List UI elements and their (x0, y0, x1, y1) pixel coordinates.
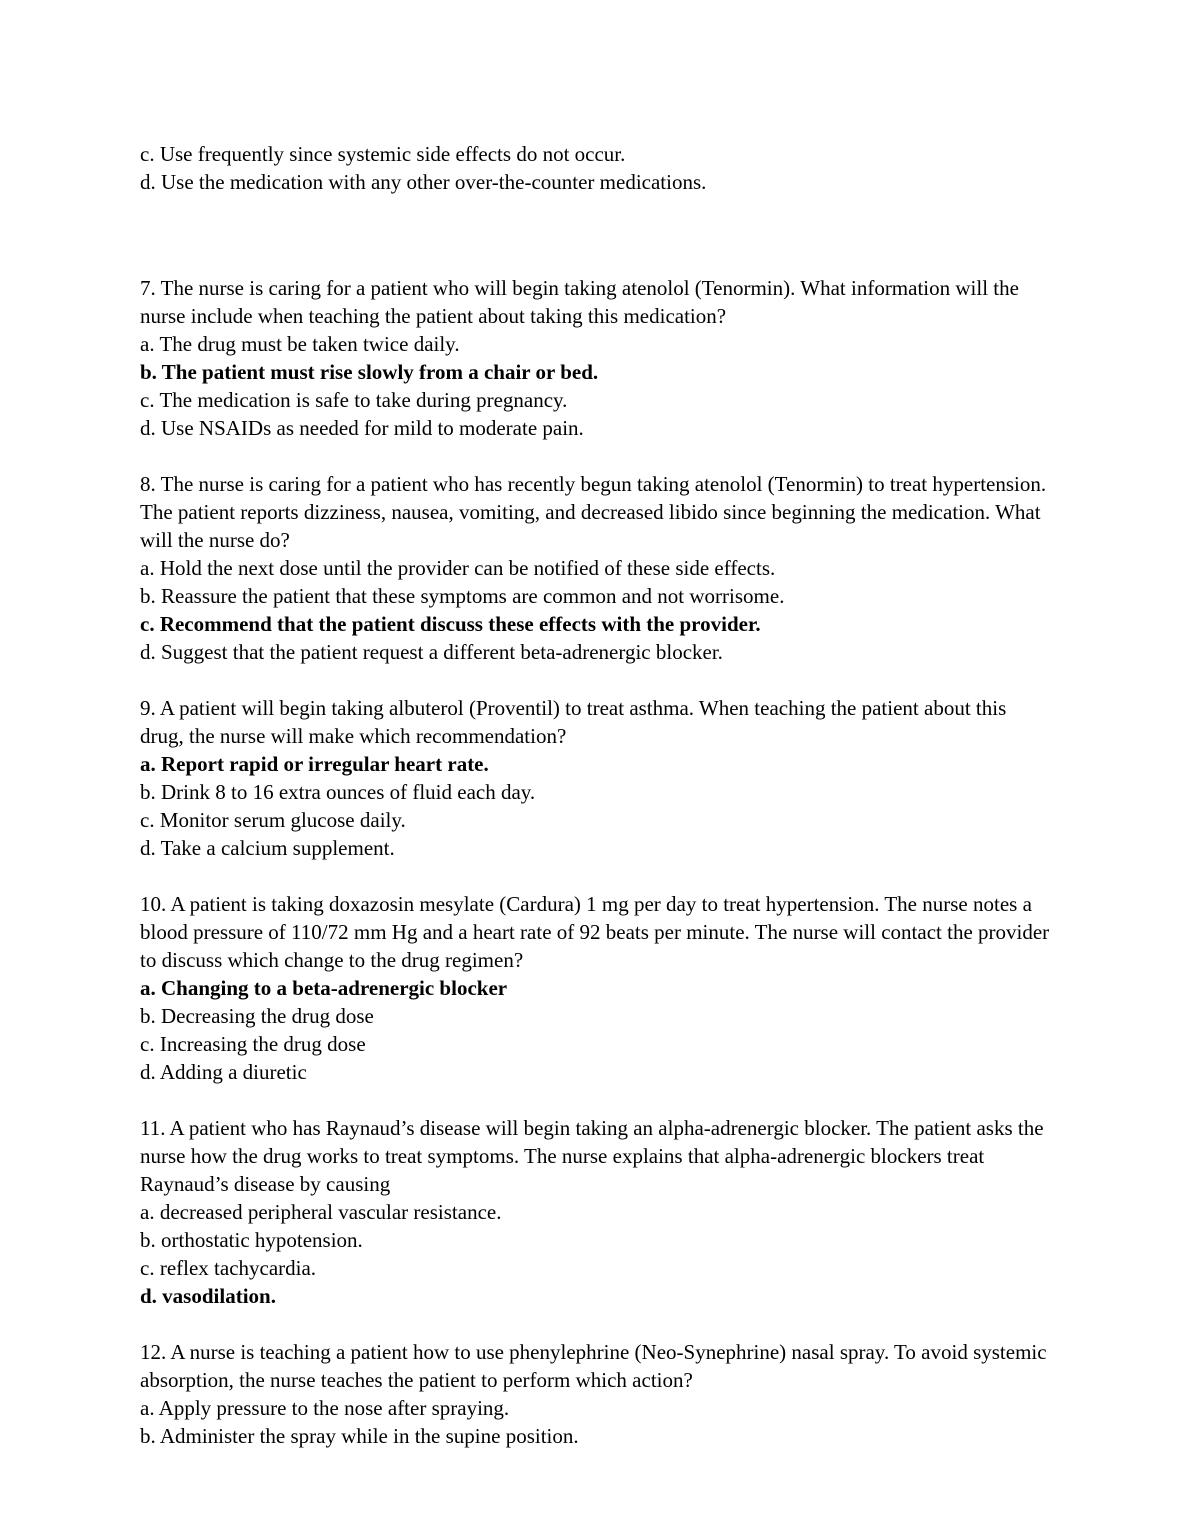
answer-option: b. Drink 8 to 16 extra ounces of fluid each day. (140, 780, 536, 804)
answer-option: b. Administer the spray while in the supine position. (140, 1424, 579, 1448)
answer-option: a. Hold the next dose until the provider can be notified of these side effects. (140, 556, 776, 580)
question-block (140, 274, 1052, 442)
answer-option: c. Use frequently since systemic side effects do not occur. (140, 142, 626, 166)
question-block (140, 694, 1052, 862)
question-text: 11. A patient who has Raynaud’s disease will begin taking an alpha-adrenergic blocker. The patient asks the nurse how the drug works to treat symptoms. The nurse explains that alpha-adrenergic blockers treat Raynaud’s disease by causing (140, 1116, 1044, 1196)
answer-option: a. Report rapid or irregular heart rate. (140, 752, 489, 776)
question-text: 9. A patient will begin taking albuterol (Proventil) to treat asthma. When teaching the patient about this drug, the nurse will make which recommendation? (140, 696, 1007, 748)
answer-option: b. Reassure the patient that these symptoms are common and not worrisome. (140, 584, 785, 608)
question-block (140, 890, 1052, 1086)
question-text: 8. The nurse is caring for a patient who has recently begun taking atenolol (Tenormin) to treat hypertension. The patient reports dizziness, nausea, vomiting, and decreased libido since beginning the medication. What will the nurse do? (140, 472, 1047, 552)
answer-option: b. Decreasing the drug dose (140, 1004, 374, 1028)
answer-option: a. decreased peripheral vascular resistance. (140, 1200, 502, 1224)
question-block (140, 470, 1052, 666)
answer-option: c. Monitor serum glucose daily. (140, 808, 406, 832)
answer-option: a. Changing to a beta-adrenergic blocker (140, 976, 508, 1000)
answer-option: a. The drug must be taken twice daily. (140, 332, 460, 356)
answer-option: d. Use the medication with any other over-the-counter medications. (140, 170, 707, 194)
question-block (140, 1114, 1052, 1310)
answer-option: c. reflex tachycardia. (140, 1256, 317, 1280)
answer-option: d. vasodilation. (140, 1284, 276, 1308)
question-block (140, 1338, 1052, 1450)
question-block (140, 140, 1052, 196)
answer-option: b. The patient must rise slowly from a chair or bed. (140, 360, 599, 384)
answer-option: d. Use NSAIDs as needed for mild to moderate pain. (140, 416, 584, 440)
answer-option: c. Increasing the drug dose (140, 1032, 366, 1056)
answer-option: d. Adding a diuretic (140, 1060, 307, 1084)
answer-option: c. Recommend that the patient discuss these effects with the provider. (140, 612, 761, 636)
question-text: 7. The nurse is caring for a patient who will begin taking atenolol (Tenormin). What information will the nurse include when teaching the patient about taking this medication? (140, 276, 1019, 328)
answer-option: c. The medication is safe to take during pregnancy. (140, 388, 568, 412)
answer-option: b. orthostatic hypotension. (140, 1228, 363, 1252)
answer-option: a. Apply pressure to the nose after spraying. (140, 1396, 510, 1420)
question-text: 12. A nurse is teaching a patient how to use phenylephrine (Neo-Synephrine) nasal spray. To avoid systemic absorption, the nurse teaches the patient to perform which action? (140, 1340, 1047, 1392)
document-content (140, 140, 1052, 1450)
question-text: 10. A patient is taking doxazosin mesylate (Cardura) 1 mg per day to treat hypertension. The nurse notes a blood pressure of 110/72 mm Hg and a heart rate of 92 beats per minute. The nurse will contact the provider to discuss which change to the drug regimen? (140, 892, 1050, 972)
answer-option: d. Suggest that the patient request a different beta-adrenergic blocker. (140, 640, 723, 664)
answer-option: d. Take a calcium supplement. (140, 836, 395, 860)
